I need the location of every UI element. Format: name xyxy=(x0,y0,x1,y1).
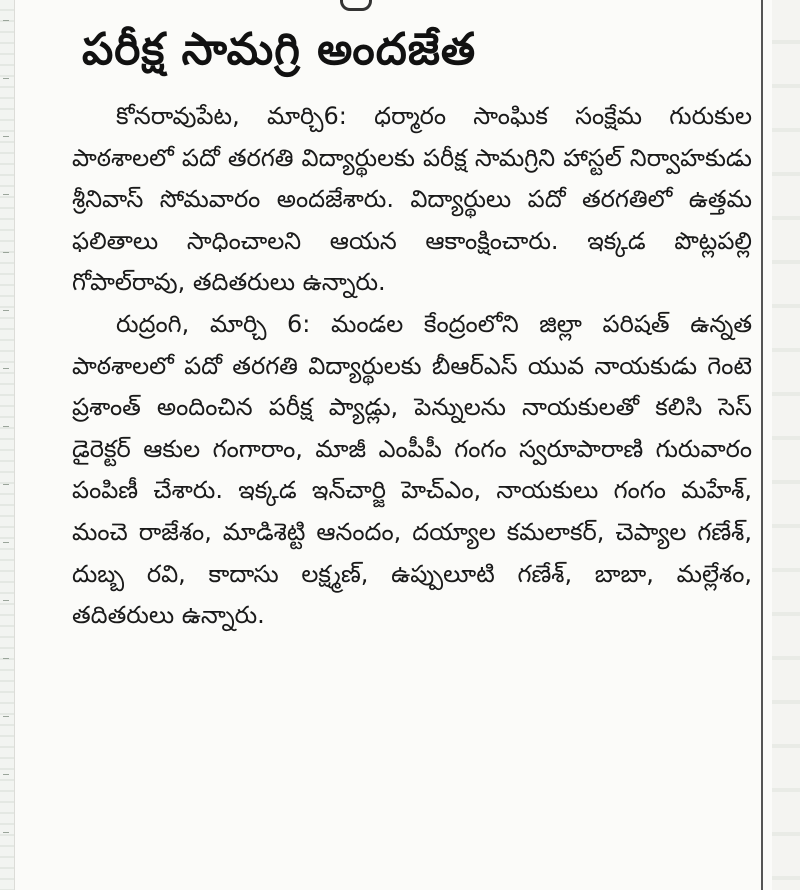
margin-dash xyxy=(3,600,9,601)
article-paragraph-konaraopet: కోనరావుపేట, మార్చి6: ధర్మారం సాంఘిక సంక్షేమ గురుకుల పాఠశాలలో పదో తరగతి విద్యార్థులకు పరీక్ష సామగ్రిని హాస్టల్ నిర్వాహకుడు శ్రీనివాస్ సోమవారం అందజేశారు. విద్యార్థులు పదో తరగతిలో ఉత్తమ ఫలితాలు సాధించాలని ఆయన ఆకాంక్షించారు. ఇక్కడ పొట్లపల్లి గోపాల్‌రావు, తదితరులు ఉన్నారు. xyxy=(72,102,752,297)
article-paragraph-rudrangi: రుద్రంగి, మార్చి 6: మండల కేంద్రంలోని జిల్లా పరిషత్ ఉన్నత పాఠశాలలో పదో తరగతి విద్యార్థులకు బీఆర్ఎస్ యువ నాయకుడు గెంటె ప్రశాంత్ అందించిన పరీక్ష ప్యాడ్లు, పెన్నులను నాయకులతో కలిసి సెస్ డైరెక్టర్ ఆకుల గంగారాం, మాజీ ఎంపీపీ గంగం స్వరూపారాణి గురువారం పంపిణీ చేశారు. ఇక్కడ ఇన్‌చార్జి హెచ్‌ఎం, నాయకులు గంగం మహేశ్, మంచె రాజేశం, మాడిశెట్టి ఆనందం, దయ్యాల కమలాకర్, చెప్యాల గణేశ్, దుబ్బ రవి, కాదాసు లక్ష్మణ్, ఉప్పులూటి గణేశ్, బాబా, మల్లేశం, తదితరులు ఉన్నారు. xyxy=(72,309,752,630)
margin-dash xyxy=(3,310,9,311)
margin-dash xyxy=(3,542,9,543)
news-article xyxy=(72,18,752,637)
margin-dash xyxy=(3,20,9,21)
left-margin-strip xyxy=(0,0,15,890)
margin-dash xyxy=(3,716,9,717)
margin-dash xyxy=(3,484,9,485)
margin-dash xyxy=(3,774,9,775)
column-rule xyxy=(761,0,763,890)
margin-dash xyxy=(3,194,9,195)
margin-dash xyxy=(3,658,9,659)
margin-dash xyxy=(3,78,9,79)
cropped-character-fragment xyxy=(340,0,372,11)
margin-dash xyxy=(3,832,9,833)
right-margin-strip xyxy=(772,0,800,890)
article-headline: పరీక్ష సామగ్రి అందజేత xyxy=(82,24,477,75)
margin-dash xyxy=(3,426,9,427)
margin-dash xyxy=(3,252,9,253)
margin-dash xyxy=(3,368,9,369)
margin-dash xyxy=(3,136,9,137)
